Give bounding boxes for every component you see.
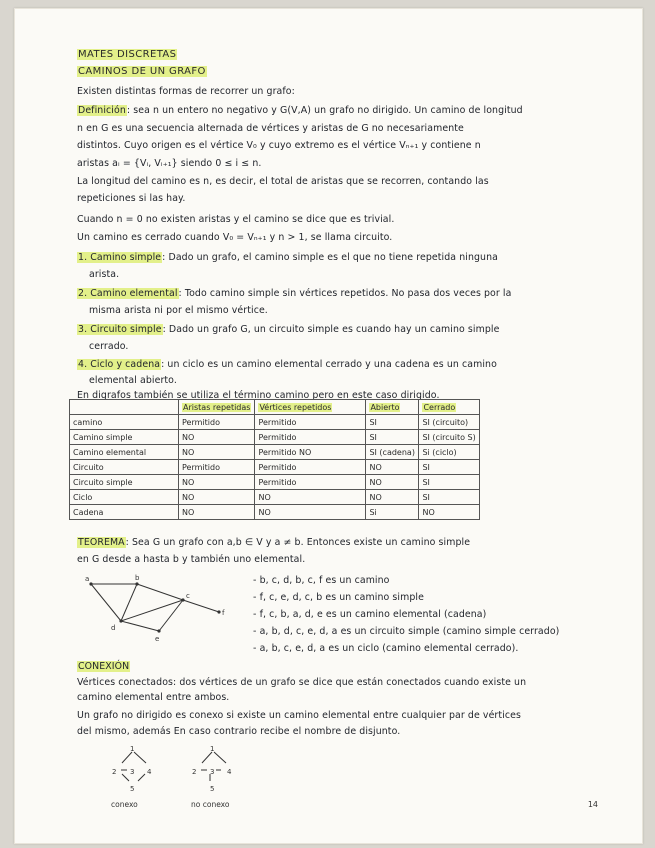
notebook-page xyxy=(14,8,643,844)
page-number: 14 xyxy=(587,800,598,809)
digraph-text: En digrafos también se utiliza el término camino pero en este caso dirigido. xyxy=(77,390,440,401)
definition-line-1: Definición: sea n un entero no negativo y G(V,A) un grafo no dirigido. Un camino de longitud xyxy=(78,105,523,116)
table-cell: Permitido NO xyxy=(255,445,366,460)
item-3-line-2: cerrado. xyxy=(89,341,129,352)
table-cell: NO xyxy=(179,430,255,445)
table-header-cell: Cerrado xyxy=(419,400,479,415)
disconnected-caption: no conexo xyxy=(191,800,230,809)
item-2-line-2: misma arista ni por el mismo vértice. xyxy=(89,305,268,316)
table-cell: Ciclo xyxy=(70,490,179,505)
course-title: MATES DISCRETAS xyxy=(78,49,177,60)
table-cell: Permitido xyxy=(179,415,255,430)
table-cell: SI xyxy=(366,415,419,430)
table-cell: camino xyxy=(70,415,179,430)
vertex-label-f: f xyxy=(222,609,225,617)
table-cell: Permitido xyxy=(255,415,366,430)
table-cell: NO xyxy=(179,475,255,490)
table-cell: SI xyxy=(366,430,419,445)
connection-line-2: camino elemental entre ambos. xyxy=(77,692,230,703)
theorem-example-3: - f, c, b, a, d, e es un camino elemental (cadena) xyxy=(253,609,487,620)
table-row xyxy=(70,490,480,505)
item-4-label: 4. Ciclo y cadena xyxy=(78,359,161,370)
vertex-label-1: 1 xyxy=(210,745,215,753)
table-cell: NO xyxy=(366,490,419,505)
theorem-example-4: - a, b, d, c, e, d, a es un circuito simple (camino simple cerrado) xyxy=(253,626,560,637)
vertex-label-5: 5 xyxy=(130,785,135,793)
table-cell: SI xyxy=(419,460,479,475)
table-row xyxy=(70,430,480,445)
definition-line-4: aristas aᵢ = {Vᵢ, Vᵢ₊₁} siendo 0 ≤ i ≤ n. xyxy=(77,158,262,169)
item-2-label: 2. Camino elemental xyxy=(78,288,178,299)
theorem-graph-diagram xyxy=(77,573,247,643)
vertex-label-2: 2 xyxy=(192,768,197,776)
table-cell: SI xyxy=(419,490,479,505)
connection-line-3: Un grafo no dirigido es conexo si existe un camino elemental entre cualquier par de vértices xyxy=(77,710,521,721)
vertex-label-4: 4 xyxy=(147,768,152,776)
theorem-example-1: - b, c, d, b, c, f es un camino xyxy=(253,575,390,586)
table-cell: Circuito simple xyxy=(70,475,179,490)
table-header-cell: Abierto xyxy=(366,400,419,415)
table-cell: Si xyxy=(366,505,419,520)
intro-text: Existen distintas formas de recorrer un grafo: xyxy=(77,86,295,97)
table-cell: NO xyxy=(255,505,366,520)
connection-heading xyxy=(77,661,130,673)
vertex-label-1: 1 xyxy=(130,745,135,753)
item-4-line-2: elemental abierto. xyxy=(89,375,177,386)
connected-caption: conexo xyxy=(111,800,138,809)
table-cell: NO xyxy=(179,490,255,505)
table-cell: Circuito xyxy=(70,460,179,475)
vertex-label-c: c xyxy=(186,592,190,600)
table-cell: Permitido xyxy=(179,460,255,475)
definition-label: Definición xyxy=(78,105,126,116)
table-header-cell: Vértices repetidos xyxy=(255,400,366,415)
table-cell: NO xyxy=(179,445,255,460)
theorem-line-2: en G desde a hasta b y también uno elemental. xyxy=(77,554,306,565)
table-cell: Permitido xyxy=(255,475,366,490)
table-row xyxy=(70,460,480,475)
item-1-line-2: arista. xyxy=(89,269,120,280)
table-cell: SI xyxy=(419,475,479,490)
definition-line-3: distintos. Cuyo origen es el vértice V₀ y cuyo extremo es el vértice Vₙ₊₁ y contiene n xyxy=(77,140,481,151)
table-cell: Camino simple xyxy=(70,430,179,445)
table-header-row xyxy=(70,400,480,415)
table-cell: NO xyxy=(419,505,479,520)
item-2-line-1: 2. Camino elemental: Todo camino simple sin vértices repetidos. No pasa dos veces por la xyxy=(78,288,512,299)
table-cell: SI (cadena) xyxy=(366,445,419,460)
table-cell: Camino elemental xyxy=(70,445,179,460)
theorem-label: TEOREMA xyxy=(78,537,125,548)
length-line-2: repeticiones si las hay. xyxy=(77,193,186,204)
connection-label: CONEXIÓN xyxy=(78,661,130,672)
table-cell: SI (circuito S) xyxy=(419,430,479,445)
vertex-label-4: 4 xyxy=(227,768,232,776)
vertex-label-5: 5 xyxy=(210,785,215,793)
disconnected-graph-diagram xyxy=(183,743,243,799)
vertex-label-3: 3 xyxy=(130,768,135,776)
vertex-label-3: 3 xyxy=(210,768,215,776)
connection-line-1: Vértices conectados: dos vértices de un grafo se dice que están conectados cuando existe un xyxy=(77,677,527,688)
table-row xyxy=(70,505,480,520)
item-1-line-1: 1. Camino simple: Dado un grafo, el camino simple es el que no tiene repetida ninguna xyxy=(78,252,498,263)
theorem-example-5: - a, b, c, e, d, a es un ciclo (camino elemental cerrado). xyxy=(253,643,519,654)
closed-text: Un camino es cerrado cuando V₀ = Vₙ₊₁ y n > 1, se llama circuito. xyxy=(77,232,393,243)
comparison-table xyxy=(69,399,480,520)
table-cell: NO xyxy=(366,475,419,490)
vertex-label-2: 2 xyxy=(112,768,117,776)
vertex-label-a: a xyxy=(85,575,90,583)
connected-graph-diagram xyxy=(103,743,163,799)
table-cell: Permitido xyxy=(255,460,366,475)
table-header-cell: Aristas repetidas xyxy=(179,400,255,415)
table-row xyxy=(70,415,480,430)
table-row xyxy=(70,475,480,490)
table-cell: NO xyxy=(255,490,366,505)
item-4-line-1: 4. Ciclo y cadena: un ciclo es un camino elemental cerrado y una cadena es un camino xyxy=(78,359,497,370)
table-row xyxy=(70,445,480,460)
table-header-cell xyxy=(70,400,179,415)
theorem-example-2: - f, c, e, d, c, b es un camino simple xyxy=(253,592,424,603)
table-cell: Permitido xyxy=(255,430,366,445)
topic-title: CAMINOS DE UN GRAFO xyxy=(78,66,206,77)
vertex-label-d: d xyxy=(111,624,116,632)
item-3-label: 3. Circuito simple xyxy=(78,324,162,335)
table-cell: NO xyxy=(179,505,255,520)
definition-line-2: n en G es una secuencia alternada de vértices y aristas de G no necesariamente xyxy=(77,123,464,134)
connection-line-4: del mismo, además En caso contrario recibe el nombre de disjunto. xyxy=(77,726,401,737)
vertex-label-b: b xyxy=(135,574,140,582)
vertex-label-e: e xyxy=(155,635,160,643)
table-cell: SI (circuito) xyxy=(419,415,479,430)
trivial-text: Cuando n = 0 no existen aristas y el camino se dice que es trivial. xyxy=(77,214,395,225)
table-cell: Si (ciclo) xyxy=(419,445,479,460)
item-3-line-1: 3. Circuito simple: Dado un grafo G, un circuito simple es cuando hay un camino simple xyxy=(78,324,500,335)
item-1-label: 1. Camino simple xyxy=(78,252,162,263)
table-cell: NO xyxy=(366,460,419,475)
table-cell: Cadena xyxy=(70,505,179,520)
theorem-line-1: TEOREMA: Sea G un grafo con a,b ∈ V y a ≠ b. Entonces existe un camino simple xyxy=(78,537,471,548)
length-line-1: La longitud del camino es n, es decir, el total de aristas que se recorren, contando las xyxy=(77,176,489,187)
